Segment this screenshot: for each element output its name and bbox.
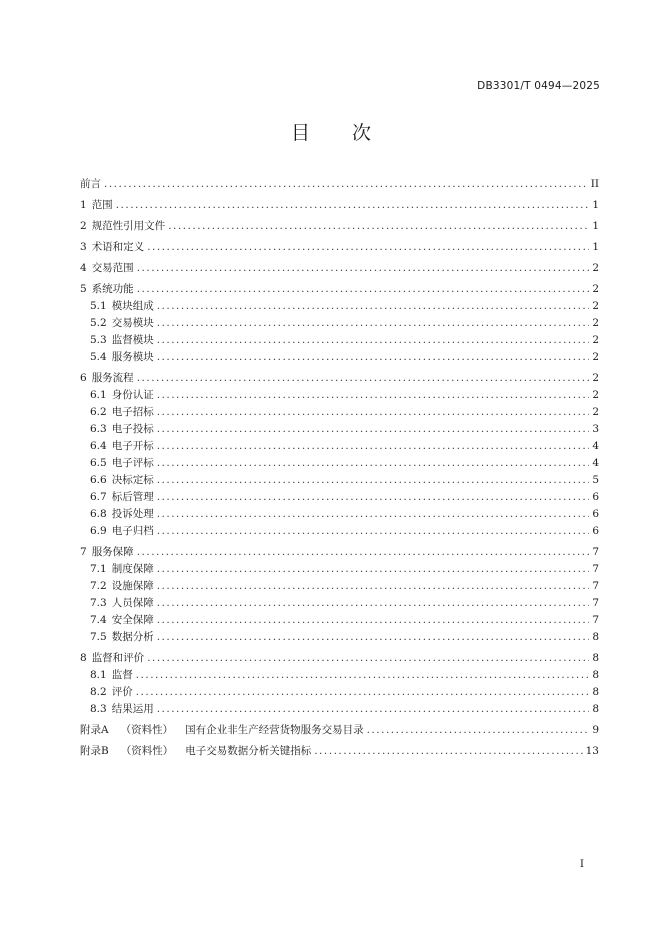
toc-entry-number: 7 (80, 546, 87, 558)
toc-page-number: II (590, 178, 599, 190)
toc-appendix-entry[interactable] (80, 722, 599, 739)
toc-page-number: 8 (592, 686, 599, 698)
toc-dot-leader (157, 629, 590, 646)
toc-page-number: 7 (592, 597, 599, 609)
toc-entry-number: 7.5 (90, 631, 107, 643)
toc-entry-label: 标后管理 (111, 491, 154, 503)
toc-dot-leader (314, 743, 582, 760)
toc-entry-label: 结果运用 (111, 703, 154, 715)
toc-subsection-entry[interactable] (80, 438, 599, 455)
toc-page-number: 7 (592, 563, 599, 575)
toc-page-number: 1 (592, 241, 599, 253)
toc-entry-label: 服务模块 (111, 351, 154, 363)
toc-entry-number: 6.8 (90, 508, 107, 520)
toc-entry-label: 监督 (111, 669, 133, 681)
toc-entry-number: 1 (80, 199, 87, 211)
toc-entry-label: 评价 (111, 686, 133, 698)
toc-subsection-entry[interactable] (80, 523, 599, 540)
toc-entry-label: 电子交易数据分析关键指标 (185, 745, 312, 757)
toc-entry-label: 电子开标 (111, 440, 154, 452)
toc-page-number: 2 (592, 334, 599, 346)
toc-page-number: 8 (592, 669, 599, 681)
toc-dot-leader (157, 489, 590, 506)
toc-dot-leader (157, 332, 590, 349)
toc-entry-number: 8.3 (90, 703, 107, 715)
toc-page-number: 13 (585, 745, 599, 757)
toc-dot-leader (157, 438, 590, 455)
toc-dot-leader (157, 506, 590, 523)
toc-subsection-entry[interactable] (80, 684, 599, 701)
toc-entry-number: 5.2 (90, 317, 107, 329)
toc-page-number: 2 (592, 300, 599, 312)
toc-section-entry[interactable] (80, 176, 599, 193)
toc-page-number: 2 (592, 317, 599, 329)
toc-title: 目次 (290, 122, 413, 144)
toc-page-number: 8 (592, 652, 599, 664)
toc-subsection-entry[interactable] (80, 629, 599, 646)
toc-section-entry[interactable] (80, 197, 599, 214)
toc-entry-number: 5.1 (90, 300, 107, 312)
toc-page-number: 7 (592, 580, 599, 592)
toc-entry-number: 6.7 (90, 491, 107, 503)
toc-entry-number: 6.5 (90, 457, 107, 469)
toc-page-number: 2 (592, 351, 599, 363)
toc-entry-number: 附录A (80, 724, 109, 736)
toc-dot-leader (136, 684, 590, 701)
toc-entry-number: 7.3 (90, 597, 107, 609)
toc-entry-label: 国有企业非生产经营货物服务交易目录 (185, 724, 364, 736)
toc-entry-number: 8.2 (90, 686, 107, 698)
toc-page-number: 4 (592, 457, 599, 469)
toc-subsection-entry[interactable] (80, 298, 599, 315)
toc-entry-number: 6.3 (90, 423, 107, 435)
toc-entry-label: 投诉处理 (111, 508, 154, 520)
toc-dot-leader (157, 349, 590, 366)
toc-page-number: 6 (592, 525, 599, 537)
toc-entry-label: 服务保障 (91, 546, 134, 558)
toc-entry-number: 5.4 (90, 351, 107, 363)
toc-entry-label: 前言 (80, 178, 101, 190)
toc-section-entry[interactable] (80, 370, 599, 387)
toc-entry-number: 附录B (80, 745, 109, 757)
toc-dot-leader (137, 544, 590, 561)
toc-dot-leader (147, 239, 589, 256)
toc-dot-leader (147, 650, 589, 667)
toc-entry-label: 模块组成 (111, 300, 154, 312)
toc-dot-leader (157, 472, 590, 489)
toc-page-number: 7 (592, 614, 599, 626)
toc-entry-number: 4 (80, 262, 87, 274)
toc-entry-label: 电子评标 (111, 457, 154, 469)
toc-dot-leader (136, 667, 590, 684)
toc-entry-label: 电子投标 (111, 423, 154, 435)
toc-entry-label: 交易范围 (91, 262, 134, 274)
toc-entry-label: 设施保障 (111, 580, 154, 592)
toc-entry-label: 规范性引用文件 (91, 220, 166, 232)
toc-appendix-type: （资料性） (120, 724, 174, 736)
toc-entry-number: 6 (80, 372, 87, 384)
toc-page-number: 8 (592, 703, 599, 715)
toc-entry-number: 7.4 (90, 614, 107, 626)
toc-entry-number: 5 (80, 283, 87, 295)
toc-subsection-entry[interactable] (80, 701, 599, 718)
toc-page-number: 2 (592, 372, 599, 384)
toc-entry-number: 6.2 (90, 406, 107, 418)
toc-dot-leader (367, 722, 590, 739)
toc-entry-number: 5.3 (90, 334, 107, 346)
toc-dot-leader (157, 387, 590, 404)
toc-subsection-entry[interactable] (80, 612, 599, 629)
toc-entry-number: 6.4 (90, 440, 107, 452)
toc-subsection-entry[interactable] (80, 595, 599, 612)
toc-subsection-entry[interactable] (80, 667, 599, 684)
toc-dot-leader (157, 595, 590, 612)
toc-entry-number: 7.2 (90, 580, 107, 592)
toc-dot-leader (157, 523, 590, 540)
toc-appendix-type: （资料性） (120, 745, 174, 757)
toc-entry-label: 数据分析 (111, 631, 154, 643)
toc-dot-leader (157, 561, 590, 578)
toc-subsection-entry[interactable] (80, 578, 599, 595)
toc-section-entry[interactable] (80, 281, 599, 298)
toc-entry-number: 8.1 (90, 669, 107, 681)
toc-subsection-entry[interactable] (80, 421, 599, 438)
toc-section-entry[interactable] (80, 260, 599, 277)
toc-subsection-entry[interactable] (80, 349, 599, 366)
toc-page-number: 2 (592, 283, 599, 295)
toc-page-number: 2 (592, 262, 599, 274)
toc-entry-label: 交易模块 (111, 317, 154, 329)
toc-dot-leader (157, 421, 590, 438)
toc-page-number: 5 (592, 474, 599, 486)
toc-subsection-entry[interactable] (80, 404, 599, 421)
toc-entry-number: 6.9 (90, 525, 107, 537)
toc-page-number: 3 (592, 423, 599, 435)
toc-entry-label: 安全保障 (111, 614, 154, 626)
toc-dot-leader (104, 176, 588, 193)
toc-entry-label: 电子招标 (111, 406, 154, 418)
toc-entry-label: 电子归档 (111, 525, 154, 537)
toc-dot-leader (157, 455, 590, 472)
toc-entry-label: 身份认证 (111, 389, 154, 401)
toc-entry-number: 6.6 (90, 474, 107, 486)
toc-dot-leader (157, 298, 590, 315)
toc-entry-number: 2 (80, 220, 87, 232)
toc-entry-label: 监督和评价 (91, 652, 145, 664)
toc-page-number: 9 (592, 724, 599, 736)
toc-entry-label: 监督模块 (111, 334, 154, 346)
toc-entry-label: 决标定标 (111, 474, 154, 486)
toc-entry-number: 7.1 (90, 563, 107, 575)
table-of-contents (80, 176, 599, 760)
toc-section-entry[interactable] (80, 544, 599, 561)
toc-page-number: 6 (592, 508, 599, 520)
toc-subsection-entry[interactable] (80, 561, 599, 578)
toc-entry-label: 范围 (91, 199, 113, 211)
toc-appendix-entry[interactable] (80, 743, 599, 760)
toc-dot-leader (137, 260, 590, 277)
toc-entry-label: 术语和定义 (91, 241, 145, 253)
toc-entry-number: 8 (80, 652, 87, 664)
toc-dot-leader (157, 612, 590, 629)
toc-dot-leader (137, 370, 590, 387)
toc-entry-number: 6.1 (90, 389, 107, 401)
document-code: DB3301/T 0494—2025 (477, 80, 600, 92)
toc-dot-leader (157, 404, 590, 421)
toc-page-number: 4 (592, 440, 599, 452)
toc-page-number: 1 (592, 199, 599, 211)
toc-dot-leader (157, 701, 590, 718)
toc-entry-label: 服务流程 (91, 372, 134, 384)
toc-section-entry[interactable] (80, 650, 599, 667)
toc-subsection-entry[interactable] (80, 387, 599, 404)
toc-subsection-entry[interactable] (80, 489, 599, 506)
toc-entry-label: 人员保障 (111, 597, 154, 609)
toc-entry-label: 系统功能 (91, 283, 134, 295)
toc-dot-leader (157, 578, 590, 595)
toc-dot-leader (168, 218, 589, 235)
toc-page-number: 7 (592, 546, 599, 558)
toc-page-number: 1 (592, 220, 599, 232)
page-number: I (579, 858, 584, 870)
toc-page-number: 6 (592, 491, 599, 503)
toc-section-entry[interactable] (80, 239, 599, 256)
toc-page-number: 2 (592, 406, 599, 418)
toc-dot-leader (137, 281, 590, 298)
toc-subsection-entry[interactable] (80, 332, 599, 349)
toc-subsection-entry[interactable] (80, 455, 599, 472)
toc-page-number: 8 (592, 631, 599, 643)
toc-dot-leader (116, 197, 590, 214)
toc-entry-number: 3 (80, 241, 87, 253)
toc-page-number: 2 (592, 389, 599, 401)
toc-subsection-entry[interactable] (80, 315, 599, 332)
toc-section-entry[interactable] (80, 218, 599, 235)
toc-dot-leader (157, 315, 590, 332)
toc-subsection-entry[interactable] (80, 472, 599, 489)
toc-entry-label: 制度保障 (111, 563, 154, 575)
toc-subsection-entry[interactable] (80, 506, 599, 523)
